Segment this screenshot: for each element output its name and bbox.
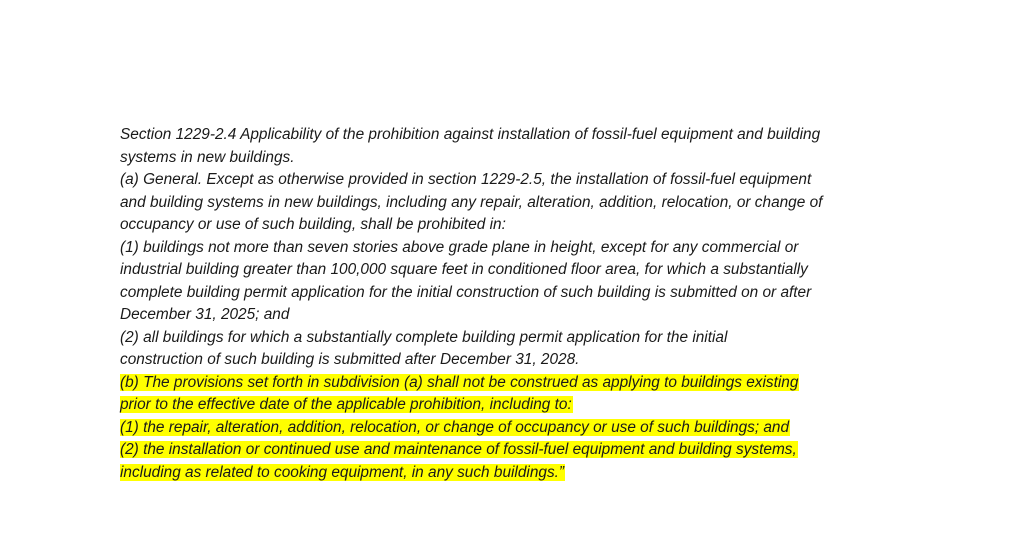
section-heading-line: systems in new buildings. xyxy=(120,148,295,166)
highlighted-line xyxy=(120,439,920,462)
highlighted-line xyxy=(120,462,920,485)
clause-a1-line: industrial building greater than 100,000 square feet in conditioned floor area, for which a substantially xyxy=(120,261,808,278)
subdivision-a-line: occupancy or use of such building, shall be prohibited in: xyxy=(120,216,506,233)
clause-a2-line: construction of such building is submitted after December 31, 2028. xyxy=(120,351,580,368)
highlighted-line xyxy=(120,372,920,395)
subdivision-b-highlight: prior to the effective date of the applicable prohibition, including to: xyxy=(120,396,572,413)
statute-text xyxy=(120,124,920,484)
subdivision-a-line: (a) General. Except as otherwise provided in section 1229-2.5, the installation of fossil-fuel equipment xyxy=(120,171,812,188)
clause-b1-highlight: (1) the repair, alteration, addition, relocation, or change of occupancy or use of such buildings; and xyxy=(120,418,790,436)
clause-a1-line: (1) buildings not more than seven stories above grade plane in height, except for any commercial or xyxy=(120,238,799,256)
subdivision-a-line: and building systems in new buildings, including any repair, alteration, addition, relocation, or change of xyxy=(120,193,823,211)
highlighted-line xyxy=(120,394,920,417)
section-heading-line: Section 1229-2.4 Applicability of the prohibition against installation of fossil-fuel equipment and building xyxy=(120,126,821,143)
clause-a1-line: December 31, 2025; and xyxy=(120,306,290,323)
subdivision-b-highlight: (b) The provisions set forth in subdivision (a) shall not be construed as applying to buildings existing xyxy=(120,373,799,391)
highlighted-line xyxy=(120,417,920,440)
clause-a1-line: complete building permit application for the initial construction of such building is submitted on or after xyxy=(120,283,812,301)
clause-a2-line: (2) all buildings for which a substantially complete building permit application for the initial xyxy=(120,328,728,346)
clause-b2-highlight: (2) the installation or continued use and maintenance of fossil-fuel equipment and building systems, xyxy=(120,441,797,458)
clause-b2-highlight: including as related to cooking equipment, in any such buildings.” xyxy=(120,463,565,481)
